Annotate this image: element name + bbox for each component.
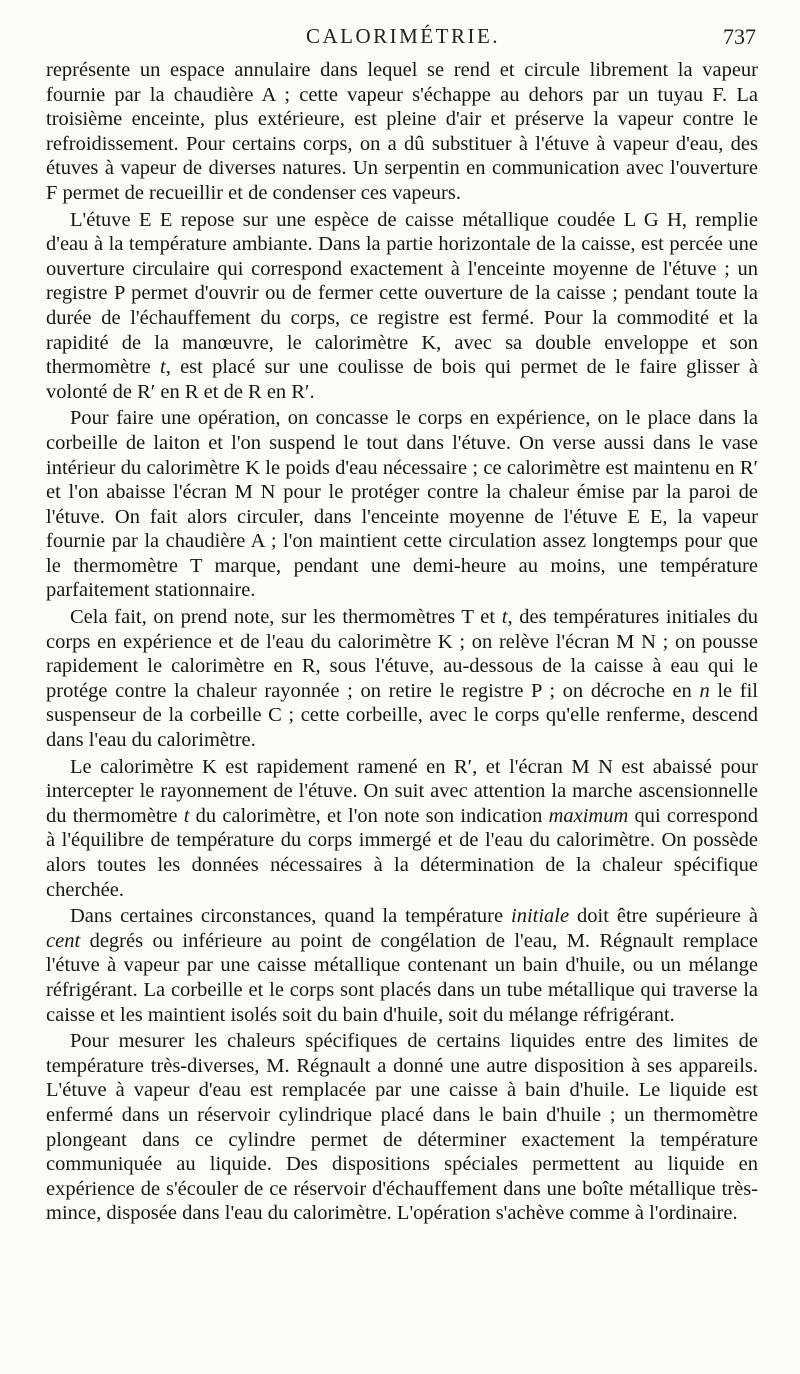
paragraph-4 [46,605,758,753]
text-run: , des températures initiales du corps en expérience et de l'eau du calorimètre K ; on relève l'écran M N ; on pousse rapidement le calorimètre en R, sous l'étuve, au-dessous de la caisse à eau qui le protége contre la chaleur rayonnée ; on retire le registre P ; on décroche en [46,606,759,702]
italic-word: initiale [511,905,570,928]
italic-symbol: t [501,606,508,629]
italic-symbol: t [159,356,166,379]
paragraph-2 [46,208,758,405]
text-run: du calorimètre, et l'on note son indication [189,804,549,827]
text-run: doit être supérieure à [569,905,758,928]
text-run: qui correspond à l'équilibre de température du corps immergé et de l'eau du calorimètre. On possède alors toutes les données nécessaires à la détermination de la chaleur spécifique cherchée. [46,804,758,901]
paragraph-1 [46,58,758,206]
page-number: 737 [723,24,756,49]
text-run: Le calorimètre K est rapidement ramené en R′, et l'écran M N est abaissé pour intercepter le rayonnement de l'étuve. On suit avec attention la marche ascensionnelle du thermomètre [46,755,758,827]
text-run: degrés ou inférieure au point de congélation de l'eau, M. Régnault remplace l'étuve à vapeur par une caisse métallique contenant un bain d'huile, ou un mélange réfrigérant. La corbeille et le corps sont placés dans un tube métallique qui traverse la caisse et les maintient isolés soit du bain d'huile, soit du mélange réfrigérant. [46,929,758,1026]
running-title: CALORIMÉTRIE. [305,24,501,48]
paragraph-6 [46,904,758,1027]
text-run: Dans certaines circonstances, quand la température [70,905,512,928]
italic-word: cent [46,929,81,952]
page-header [46,24,760,58]
text-run: Pour mesurer les chaleurs spécifiques de certains liquides entre des limites de température très-diverses, M. Régnault a donné une autre disposition à ses appareils. L'étuve à vapeur d'eau est remplacée par une caisse à bain d'huile. Le liquide est enfermé dans un réservoir cylindrique placé dans le bain d'huile ; un thermomètre plongeant dans ce cylindre permet de déterminer exactement la température communiquée au liquide. Des dispositions spéciales permettent au liquide en expérience de s'écouler de ce réservoir d'échauffement dans une boîte métallique très-mince, disposée dans l'eau du calorimètre. L'opération s'achève comme à l'ordinaire. [46,1030,758,1225]
paragraph-5 [46,755,758,903]
text-run: le fil suspenseur de la corbeille C ; cette corbeille, avec le corps qu'elle renferme, descend dans l'eau du calorimètre. [46,679,758,752]
text-run: , est placé sur une coulisse de bois qui permet de le faire glisser à volonté de R′ en R et de R en R′. [46,356,758,403]
italic-symbol: n [699,679,710,702]
text-run: Cela fait, on prend note, sur les thermomètres T et [70,606,502,629]
text-run: L'étuve E E repose sur une espèce de caisse métallique coudée L G H, remplie d'eau à la température ambiante. Dans la partie horizontale de la caisse, est percée une ouverture circulaire qui correspond exactement à l'enceinte moyenne de l'étuve ; un registre P permet d'ouvrir ou de fermer cette ouverture de la caisse ; pendant toute la durée de l'échauffement du corps, ce registre est fermé. Pour la commodité et la rapidité de la manœuvre, le calorimètre K, avec sa double enveloppe et son thermomètre [46,208,758,379]
body-text [46,58,758,1228]
italic-symbol: t [183,804,190,827]
text-run: Pour faire une opération, on concasse le corps en expérience, on le place dans la corbeille de laiton et l'on suspend le tout dans l'étuve. On verse aussi dans le vase intérieur du calorimètre K le poids d'eau nécessaire ; ce calorimètre est maintenu en R′ et l'on abaisse l'écran M N pour le protéger contre la chaleur émise par la paroi de l'étuve. On fait alors circuler, dans l'enceinte moyenne de l'étuve E E, la vapeur fournie par la chaudière A ; l'on maintient cette circulation assez longtemps pour que le thermomètre T marque, pendant une demi-heure au moins, une température parfaitement stationnaire. [46,407,758,602]
italic-word: maximum [548,804,629,827]
paragraph-3 [46,406,758,603]
text-run: représente un espace annulaire dans lequel se rend et circule librement la vapeur fournie par la chaudière A ; cette vapeur s'échappe au dehors par un tuyau F. La troisième enceinte, plus extérieure, est pleine d'air et préserve la vapeur contre le refroidissement. Pour certains corps, on a dû substituer à l'étuve à vapeur d'eau, des étuves à vapeur de diverses natures. Un serpentin en communication avec l'ouverture F permet de recueillir et de condenser ces vapeurs. [46,59,758,204]
paragraph-7 [46,1029,758,1226]
